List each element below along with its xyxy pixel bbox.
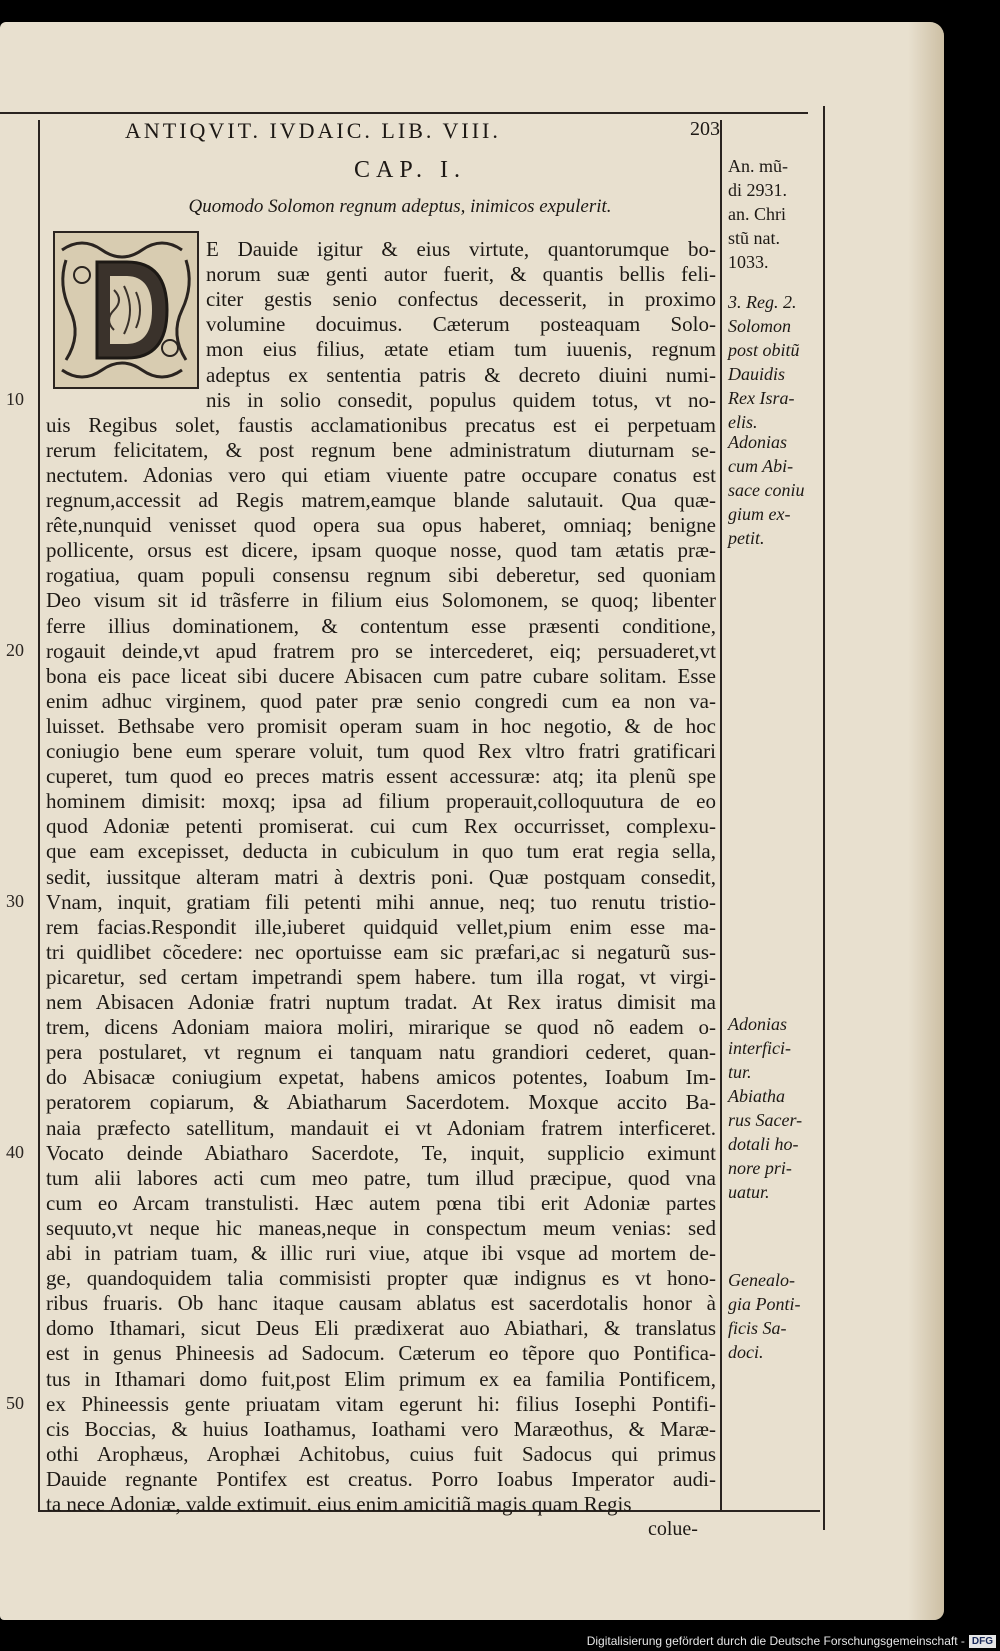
margin-note (728, 290, 816, 434)
margin-note-line: Abiatha (728, 1086, 785, 1106)
text-line: ex Phineessis gente priuatam vitam egerunt hi: filius Iosephi Pontifi- (46, 1391, 716, 1416)
margin-note-line: Adonias (728, 432, 788, 452)
margin-note-line: An. mũ- (728, 156, 788, 176)
margin-note-line: Solomon (728, 316, 791, 336)
text-line: uis Regibus solet, faustis acclamationibus precatus est ei perpetuam (46, 412, 716, 437)
margin-note-line: post obitũ (728, 340, 800, 360)
margin-note-line: uatur. (728, 1182, 770, 1202)
margin-note-line: ficis Sa- (728, 1318, 787, 1338)
margin-note-line: doci. (728, 1342, 764, 1362)
running-head: ANTIQVIT. IVDAIC. LIB. VIII. (125, 118, 501, 143)
text-line: do Abisacæ coniugium expetat, habens amicos potentes, Ioabum Im- (46, 1065, 716, 1090)
decorated-initial-d-icon (52, 230, 200, 390)
digitization-footer (587, 1634, 996, 1648)
text-line: E Dauide igitur & eius virtute, quantorumque bo- (206, 237, 716, 261)
text-line: tus in Ithamari domo fuit,post Elim primum ex ea familia Pontificem, (46, 1366, 716, 1391)
line-number: 10 (6, 388, 24, 409)
text-line: mon eius filius, ætate etiam tum iuuenis, regnum (206, 337, 716, 362)
margin-note-line: rus Sacer- (728, 1110, 803, 1130)
text-line: adeptus ex sententia patris & decreto diuini numi- (206, 362, 716, 387)
line-number: 50 (6, 1392, 24, 1413)
margin-column-rule (823, 106, 825, 1530)
text-line: nem Abisacen Adoniæ fratri nuptum tradat. At Rex iratus dimisit ma (46, 990, 716, 1014)
margin-note-line: gium ex- (728, 504, 791, 524)
text-line: Vnam, inquit, gratiam fili petenti mihi annue, neq; tuo renutu tristio- (46, 889, 716, 914)
text-line: Vocato deinde Abiatharo Sacerdote, Te, inquit, supplicio eximunt (46, 1140, 716, 1165)
line-number: 30 (6, 890, 24, 911)
text-line: abi in patriam tuam, & illic ruri viue, atque ibi vsque ad mortem de- (46, 1241, 716, 1265)
text-line: Dauide regnante Pontifex est creatus. Porro Ioabus Imperator audi- (46, 1466, 716, 1491)
margin-note-line: 3. Reg. 2. (728, 292, 797, 312)
margin-note-line: 1033. (728, 252, 769, 272)
catchword: colue- (648, 1518, 698, 1540)
text-column-rule (720, 120, 722, 1512)
text-line: rogauit deinde,vt apud fratrem pro se intercederet, eiq; persuaderet,vt (46, 638, 716, 663)
margin-note (728, 1268, 816, 1364)
margin-note-line: Genealo- (728, 1270, 795, 1290)
line-number: 20 (6, 639, 24, 660)
text-line: sequuto,vt neque hic maneas,neque in conspectum meum venias: sed (46, 1215, 716, 1240)
dfg-logo: DFG (969, 1635, 996, 1648)
text-line: sedit, iussitque alteram matri à dextris poni. Quæ postquam consedit, (46, 864, 716, 889)
text-line: nis in solio consedit, populus quidem totus, vt no- (206, 387, 716, 412)
text-line: hominem dimisit: moxq; ipsa ad filium properauit,colloquutura de eo (46, 789, 716, 814)
text-line: luisset. Bethsabe vero promisit operam suam in hoc negotio, & de hoc (46, 713, 716, 738)
text-line: tum alii labores acti cum meo patre, tum illud præcipue, quod vna (46, 1165, 716, 1190)
text-line: tri quidlibet cõcedere: nec oportuisse eam sic præfari,ac si negaturũ sus- (46, 939, 716, 964)
margin-note-line: interfici- (728, 1038, 791, 1058)
margin-note (728, 430, 816, 550)
text-line: domo Ithamari, sicut Deus Eli prædixerat auo Abiathari, & translatus (46, 1316, 716, 1341)
margin-note (728, 1012, 816, 1204)
text-line: norum suæ genti autor fuerit, & quantis bellis feli- (206, 262, 716, 287)
text-line: pollicente, orsus est dicere, ipsam quoque nosse, quod tam ætatis præ- (46, 538, 716, 563)
text-line: peratorem copiarum, & Abiatharum Sacerdotem. Moxque accito Ba- (46, 1090, 716, 1115)
top-rule (0, 112, 808, 114)
text-line: ge, quandoquidem talia commisisti propter quæ indignus es vt hono- (46, 1266, 716, 1291)
folio-number: 203 (690, 118, 720, 140)
text-line: coniugio bene eum sperare voluit, tum quod Rex vltro fratri gratificari (46, 739, 716, 763)
text-line: cuperet, tum quod eo preces matris essent accessuræ: atq; ita plenũ spe (46, 764, 716, 789)
margin-note-line: Dauidis (728, 364, 786, 384)
margin-note-line: sace coniu (728, 480, 805, 500)
chapter-subtitle: Quomodo Solomon regnum adeptus, inimicos expulerit. (188, 196, 612, 217)
book-page (0, 22, 944, 1620)
text-line: quod Adoniæ petenti promiserat. cui cum Rex occurrisset, complexu- (46, 814, 716, 839)
chapter-title: CAP. I. (353, 157, 467, 183)
text-line: regnum,accessit ad Regis matrem,eamque blande salutauit. Qua quæ- (46, 488, 716, 512)
text-line: othi Arophæus, Arophæi Achitobus, cuius fuit Sadocus qui primus (46, 1441, 716, 1466)
margin-note-line: stũ nat. (728, 228, 780, 248)
text-line: nectutem. Adonias vero qui etiam viuente patre occupare conatus est (46, 462, 716, 487)
margin-note-line: elis. (728, 412, 758, 432)
text-line: ribus fruaris. Ob hanc itaque causam ablatus est sacerdotalis honor à (46, 1291, 716, 1316)
margin-note-line: tur. (728, 1062, 752, 1082)
text-line: cum eo Arcam transtulisti. Hæc autem pœna tibi erit Adoniæ partes (46, 1190, 716, 1215)
text-line: est in genus Phineesis ad Sadocum. Cæterum eo tẽpore quo Pontifica- (46, 1341, 716, 1366)
text-line: rerum felicitatem, & post regnum bene administratum diuturnam se- (46, 437, 716, 462)
text-line: trem, dicens Adoniam maiora moliri, mirarique se quod nõ eadem o- (46, 1015, 716, 1040)
margin-note-line: an. Chri (728, 204, 786, 224)
left-rule (38, 120, 40, 1512)
margin-note-line: petit. (728, 528, 765, 548)
text-line: rogatiua, quam populi consensu regnum sibi deberetur, sed quoniam (46, 563, 716, 588)
margin-note-line: dotali ho- (728, 1134, 799, 1154)
text-line: que eam excepisset, deducta in cubiculum in quo tum erat regia sella, (46, 839, 716, 864)
footer-text: Digitalisierung gefördert durch die Deutsche Forschungsgemeinschaft - (586, 1634, 965, 1648)
text-line: ferre illius dominationem, & contentum esse præsenti conditione, (46, 613, 716, 638)
margin-note-line: Rex Isra- (728, 388, 795, 408)
text-line: naia præfecto satellitum, mandauit ei vt Adoniam fratrem interficeret. (46, 1115, 716, 1140)
text-line: enim adhuc virginem, quod pater præ senio congredi cum ea non va- (46, 688, 716, 713)
margin-note-line: gia Ponti- (728, 1294, 801, 1314)
text-line: citer gestis senio confectus decesserit, in proximo (206, 287, 716, 312)
text-line: cis Boccias, & huius Ioathamus, Ioathami vero Maræothus, & Maræ- (46, 1416, 716, 1441)
text-line: picaretur, sed certam impetrandi spem habere. tum illa rogat, vt virgi- (46, 964, 716, 989)
margin-note-line: nore pri- (728, 1158, 792, 1178)
text-line: rem facias.Respondit ille,iuberet quidquid vellet,pium enim esse ma- (46, 914, 716, 939)
margin-note-line: di 2931. (728, 180, 788, 200)
text-line: ta nece Adoniæ, valde extimuit. eius enim amicitiã magis quam Regis (46, 1492, 632, 1516)
margin-note-line: cum Abi- (728, 456, 794, 476)
text-line: Deo visum sit id trãsferre in filium eius Solomonem, se quoq; libenter (46, 588, 716, 613)
margin-note (728, 154, 816, 274)
line-number: 40 (6, 1141, 24, 1162)
margin-note-line: Adonias (728, 1014, 788, 1034)
text-line: volumine docuimus. Cæterum posteaquam Solo- (206, 312, 716, 337)
text-line: bona eis pace liceat sibi ducere Abisacen cum patre cubare solitam. Esse (46, 663, 716, 688)
text-line: pera postularet, vt regnum ei tanquam natu grandiori cederet, quan- (46, 1040, 716, 1065)
text-line: rête,nunquid venisset quod opera sua opus haberet, omniaq; benigne (46, 513, 716, 538)
